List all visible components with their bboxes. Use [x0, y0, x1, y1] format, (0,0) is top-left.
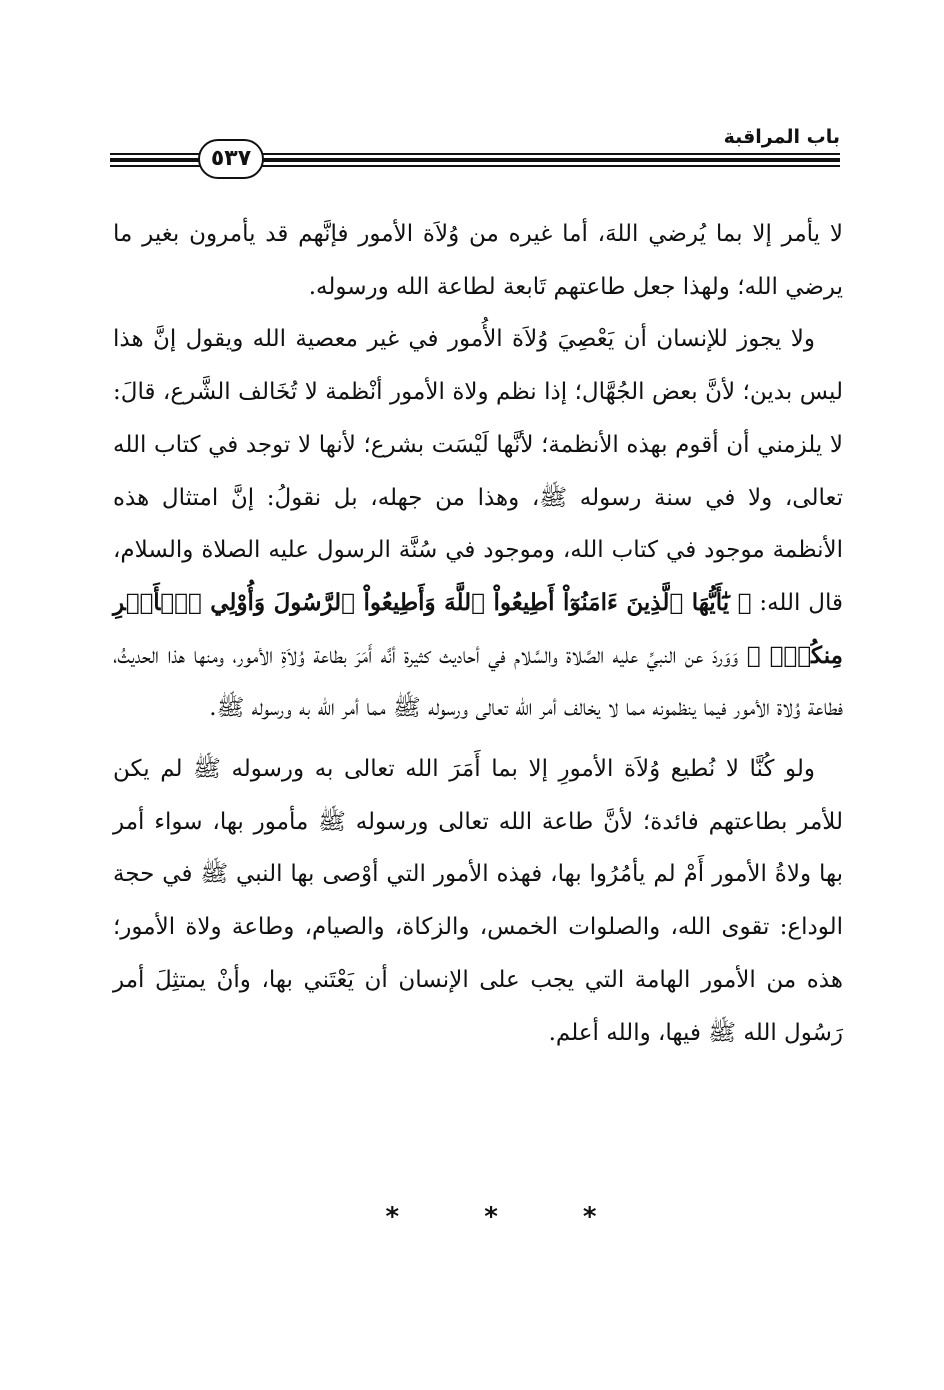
paragraph	[113, 313, 843, 735]
page-number: ٥٣٧	[198, 139, 264, 179]
paragraph: ولو كُنَّا لا نُطيع وُلاَة الأمورِ إلا بما أَمَرَ الله تعالى به ورسوله ﷺ لم يكن للأمر بطاعتهم فائدة؛ لأنَّ طاعة الله تعالى ورسوله ﷺ مأمور بها، سواء أمر بها ولاةُ الأمور أَمْ لم يأمُرُوا بها، فهذه الأمور التي أوْصى بها النبي ﷺ في حجة الوداع: تقوى الله، والصلوات الخمس، والزكاة، والصيام، وطاعة ولاة الأمور؛ هذه من الأمور الهامة التي يجب على الإنسان أن يَعْتَني بها، وأنْ يمتثِلَ أمر رَسُول الله ﷺ فيها، والله أعلم.	[113, 756, 843, 1046]
page-header	[110, 120, 840, 180]
chapter-title: باب المراقبة	[723, 126, 840, 148]
page-body	[113, 208, 843, 1059]
section-separator: * * *	[385, 1202, 635, 1232]
paragraph: لا يأمر إلا بما يُرضي اللهَ، أما غيره من وُلاَة الأمور فإنَّهم قد يأمرون بغير ما يرضي الله؛ ولهذا جعل طاعتهم تَابعة لطاعة الله ورسوله.	[113, 221, 843, 300]
paragraph-text: ولا يجوز للإنسان أن يَعْصِيَ وُلاَة الأُمور في غير معصية الله ويقول إنَّ هذا ليس بدين؛ لأنَّ بعض الجُهَّال؛ إذا نظم ولاة الأمور أنْظمة لا تُخَالف الشَّرع، قالَ: لا يلزمني أن أقوم بهذه الأنظمة؛ لأنَّها لَيْسَت بشرع؛ لأنها لا توجد في كتاب الله تعالى، ولا في سنة رسوله ﷺ، وهذا من جهله، بل نقولُ: إنَّ امتثال هذه الأنظمة موجود في كتاب الله، وموجود في سُنَّة الرسول عليه الصلاة والسلام، قال الله:	[113, 326, 843, 616]
paragraph-text: وَوَردَ عن النبيِّ عليه الصَّلاة والسَّلام في أحاديث كثيرة أنَّه أَمَرَ بطاعة وُلاَةِ الأمور، ومنها هذا الحديثُ، فطاعة وُلاة الأمور فيما ينظمونه مما لا يخالف أمر الله تعالى ورسوله ﷺ مما أمر الله به ورسوله ﷺ.	[113, 642, 843, 722]
quran-verse: ﴿ يَٰٓأَيُّهَا ٱلَّذِينَ ءَامَنُوٓاْ أَطِيعُواْ ٱللَّهَ وَأَطِيعُواْ ٱلرَّسُولَ وَأُوْلِي ٱلۡأَمۡرِ مِنكُمۡۖ ﴾	[113, 588, 843, 669]
